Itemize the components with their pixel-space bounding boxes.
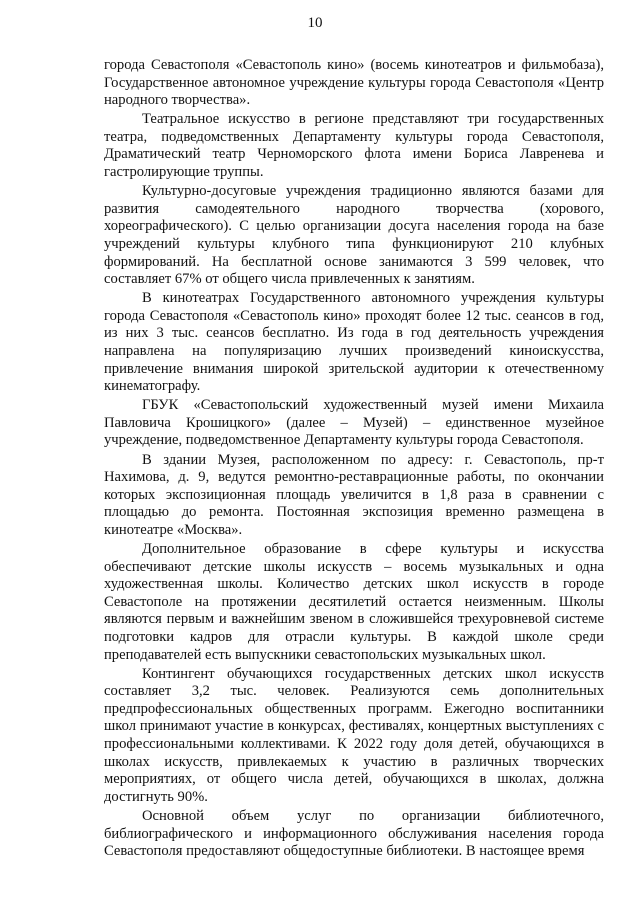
paragraph-5: ГБУК «Севастопольский художественный музей имени Михаила Павловича Крошицкого» (далее – Музей) – единственное музейное учреждение, подведомственное Департаменту культуры города Севастополя. [104,397,604,449]
paragraph-4: В кинотеатрах Государственного автономного учреждения культуры города Севастополя «Севастополь кино» проходят более 12 тыс. сеансов в год, из них 3 тыс. сеансов бесплатно. Из года в год деятельность учреждения направлена на популяризацию лучших произведений киноискусства, привлечение внимания широкой зрительской аудитории к отечественному кинематографу. [104,290,604,395]
paragraph-6: В здании Музея, расположенном по адресу: г. Севастополь, пр-т Нахимова, д. 9, ведутся ремонтно-реставрационные работы, по окончании которых экспозиционная площадь увеличится в 1,8 раза в сравнении с площадью до ремонта. Постоянная экспозиция временно размещена в кинотеатре «Москва». [104,451,604,538]
paragraph-3: Культурно-досуговые учреждения традиционно являются базами для развития самодеятельного народного творчества (хорового, хореографического). С целью организации досуга населения города на базе учреждений культуры клубного типа функционируют 210 клубных формирований. На бесплатной основе занимаются 3 599 человек, что составляет 67% от общего числа привлеченных к занятиям. [104,183,604,288]
paragraph-7: Дополнительное образование в сфере культуры и искусства обеспечивают детские школы искусств – восемь музыкальных и одна художественная школы. Количество детских школ искусств в городе Севастополе на протяжении десятилетий остается неизменным. Школы являются первым и важнейшим звеном в сложившейся трехуровневой системе подготовки кадров для отрасли культуры. В каждой школе среди преподавателей есть выпускники севастопольских музыкальных школ. [104,541,604,663]
paragraph-2: Театральное искусство в регионе представляют три государственных театра, подведомственных Департаменту культуры города Севастополя, Драматический театр Черноморского флота имени Бориса Лавренева и гастролирующие труппы. [104,111,604,181]
paragraph-9: Основной объем услуг по организации библиотечного, библиографического и информационного обслуживания населения города Севастополя предоставляют общедоступные библиотеки. В настоящее время [104,807,604,860]
paragraph-1: города Севастополя «Севастополь кино» (восемь кинотеатров и фильмобаза), Государственное автономное учреждение культуры города Севастополя «Центр народного творчества». [104,57,604,109]
page-number: 10 [307,15,323,31]
paragraph-8: Контингент обучающихся государственных детских школ искусств составляет 3,2 тыс. человек. Реализуются семь дополнительных предпрофессиональных общественных программ. Ежегодно воспитанники школ принимают участие в конкурсах, фестивалях, концертных выступлениях с профессиональными коллективами. К 2022 году доля детей, обучающихся в школах искусств, привлекаемых к участию в различных творческих мероприятиях, от общего числа детей, обучающихся в школах, должна достигнуть 90%. [104,665,604,805]
document-body [104,57,604,862]
